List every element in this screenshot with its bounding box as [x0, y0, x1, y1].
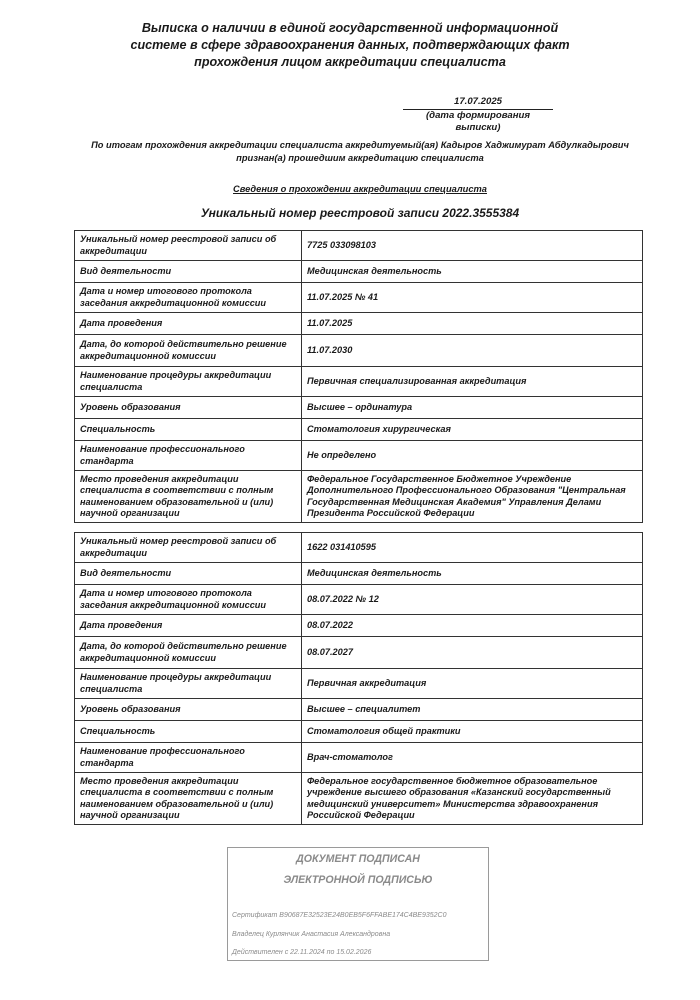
registry-number-heading: Уникальный номер реестровой записи 2022.3555384 — [200, 206, 520, 220]
table-row — [75, 367, 643, 397]
intro-line-2: признан(а) прошедшим аккредитацию специалиста — [236, 152, 484, 163]
document-title — [100, 20, 600, 71]
row-value: Федеральное государственное бюджетное образовательное учреждение высшего образования «Казанский государственный медицинский университет» Министерства здравоохранения Российской Федерации — [302, 773, 643, 825]
table-row — [75, 419, 643, 441]
table-row — [75, 615, 643, 637]
row-value: Федеральное Государственное Бюджетное Учреждение Дополнительного Профессионального Образования "Центральная Государственная Медицинская Академия" Управления Делами Президента Российской Федерации — [302, 471, 643, 523]
row-value: 11.07.2030 — [302, 335, 643, 367]
table-row — [75, 669, 643, 699]
row-value: Первичная специализированная аккредитация — [302, 367, 643, 397]
row-value: 1622 031410595 — [302, 533, 643, 563]
row-label: Дата проведения — [75, 615, 302, 637]
row-label: Специальность — [75, 419, 302, 441]
issue-date: 17.07.2025 — [403, 96, 553, 110]
row-value: 11.07.2025 — [302, 313, 643, 335]
row-label: Дата проведения — [75, 313, 302, 335]
row-label: Вид деятельности — [75, 261, 302, 283]
stamp-title-line-2: ЭЛЕКТРОННОЙ ПОДПИСЬЮ — [283, 874, 433, 886]
intro-statement — [70, 139, 650, 164]
table-row — [75, 721, 643, 743]
row-label: Наименование процедуры аккредитации специалиста — [75, 367, 302, 397]
table-row — [75, 261, 643, 283]
row-label: Специальность — [75, 721, 302, 743]
table-row — [75, 335, 643, 367]
row-label: Место проведения аккредитации специалиста в соответствии с полным наименованием образовательной и (или) научной организации — [75, 471, 302, 523]
row-value: Высшее – ординатура — [302, 397, 643, 419]
stamp-certificate: Сертификат B90687E32523E24B0EB5F6FFABE174C4BE9352C0 — [232, 912, 447, 919]
row-value: Стоматология общей практики — [302, 721, 643, 743]
title-line-1: Выписка о наличии в единой государственной информационной — [141, 21, 559, 35]
section-heading: Сведения о прохождении аккредитации специалиста — [233, 184, 487, 194]
row-value: 11.07.2025 № 41 — [302, 283, 643, 313]
row-label: Наименование профессионального стандарта — [75, 743, 302, 773]
row-label: Уникальный номер реестровой записи об аккредитации — [75, 231, 302, 261]
row-value: Высшее – специалитет — [302, 699, 643, 721]
table-row — [75, 585, 643, 615]
row-label: Уровень образования — [75, 699, 302, 721]
electronic-signature-stamp — [227, 847, 489, 961]
table-row — [75, 397, 643, 419]
row-label: Дата, до которой действительно решение аккредитационной комиссии — [75, 637, 302, 669]
row-value: 08.07.2022 № 12 — [302, 585, 643, 615]
row-value: Не определено — [302, 441, 643, 471]
row-label: Дата и номер итогового протокола заседания аккредитационной комиссии — [75, 283, 302, 313]
row-value: 08.07.2022 — [302, 615, 643, 637]
row-label: Наименование профессионального стандарта — [75, 441, 302, 471]
row-value: Медицинская деятельность — [302, 261, 643, 283]
accreditation-record-table-2 — [74, 532, 643, 825]
accreditation-record-table-1 — [74, 230, 643, 523]
table-row — [75, 471, 643, 523]
stamp-title-line-1: ДОКУМЕНТ ПОДПИСАН — [296, 853, 420, 865]
table-row — [75, 231, 643, 261]
row-label: Уровень образования — [75, 397, 302, 419]
row-value: 7725 033098103 — [302, 231, 643, 261]
table-row — [75, 563, 643, 585]
row-value: 08.07.2027 — [302, 637, 643, 669]
issue-date-caption: (дата формирования выписки) — [425, 110, 531, 133]
row-value: Стоматология хирургическая — [302, 419, 643, 441]
stamp-validity: Действителен с 22.11.2024 по 15.02.2026 — [232, 949, 372, 956]
row-label: Дата и номер итогового протокола заседания аккредитационной комиссии — [75, 585, 302, 615]
title-line-3: прохождения лицом аккредитации специалиста — [194, 55, 506, 69]
row-label: Уникальный номер реестровой записи об аккредитации — [75, 533, 302, 563]
table-row — [75, 283, 643, 313]
row-value: Врач-стоматолог — [302, 743, 643, 773]
table-row — [75, 533, 643, 563]
row-label: Наименование процедуры аккредитации специалиста — [75, 669, 302, 699]
stamp-owner: Владелец Курлянчик Анастасия Александровна — [232, 931, 391, 938]
row-value: Первичная аккредитация — [302, 669, 643, 699]
table-row — [75, 313, 643, 335]
table-row — [75, 699, 643, 721]
row-label: Вид деятельности — [75, 563, 302, 585]
table-row — [75, 637, 643, 669]
table-row — [75, 743, 643, 773]
table-row — [75, 773, 643, 825]
intro-line-1: По итогам прохождения аккредитации специалиста аккредитуемый(ая) Кадыров Хаджимурат Абдулкадырович — [91, 140, 629, 150]
table-row — [75, 441, 643, 471]
issue-date-block — [403, 96, 553, 134]
row-value: Медицинская деятельность — [302, 563, 643, 585]
row-label: Дата, до которой действительно решение аккредитационной комиссии — [75, 335, 302, 367]
row-label: Место проведения аккредитации специалиста в соответствии с полным наименованием образовательной и (или) научной организации — [75, 773, 302, 825]
title-line-2: системе в сфере здравоохранения данных, подтверждающих факт — [130, 38, 570, 52]
